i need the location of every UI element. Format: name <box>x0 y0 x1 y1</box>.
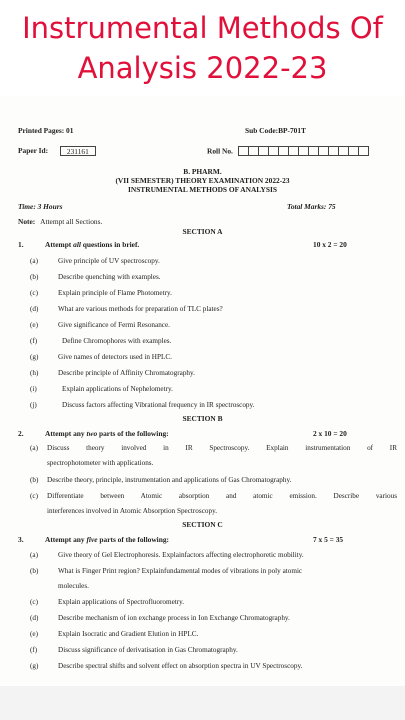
q1-item-label: (d) <box>30 305 39 313</box>
q2-item-label: (c) <box>30 492 38 500</box>
q1-item-label: (f) <box>30 337 38 345</box>
q1-item-text: Explain applications of Nephelometry. <box>62 385 173 393</box>
q1-item-label: (a) <box>30 257 38 265</box>
question-1-instruction: Attempt all questions in brief. <box>45 240 140 249</box>
q3-item-label: (f) <box>30 646 38 654</box>
exam-paper <box>0 96 405 686</box>
q2-item-text-line1: Discuss theory involved in IR Spectroscopy. Explain instrumentation of IR <box>47 444 397 452</box>
q1-item-text: Give names of detectors used in HPLC. <box>58 353 172 361</box>
exam-total-marks: Total Marks: 75 <box>287 202 336 211</box>
q3-item-text: Describe mechanism of ion exchange process in Ion Exchange Chromatography. <box>58 614 290 622</box>
q1-item-label: (b) <box>30 273 39 281</box>
sub-code: Sub Code:BP-701T <box>245 126 306 135</box>
exam-note <box>18 217 102 226</box>
q3-item-label: (g) <box>30 662 39 670</box>
roll-no <box>207 146 369 158</box>
q1-item-label: (g) <box>30 353 39 361</box>
roll-no-label: Roll No. <box>207 146 233 156</box>
q1-item-label: (i) <box>30 385 37 393</box>
q2-item-label: (a) <box>30 444 38 452</box>
q3-item-text-line2: molecules. <box>58 582 89 590</box>
q3-item-text: What is Finger Print region? Explainfundamental modes of vibrations in poly atomic <box>58 567 303 575</box>
q1-item-label: (e) <box>30 321 38 329</box>
q3-item-label: (b) <box>30 567 39 575</box>
question-2-number: 2. <box>18 429 24 438</box>
exam-subject: INSTRUMENTAL METHODS OF ANALYSIS <box>127 185 277 194</box>
q3-item-text: Explain Isocratic and Gradient Elution in HPLC. <box>58 630 199 638</box>
q1-item-text: Discuss factors affecting Vibrational frequency in IR spectroscopy. <box>62 401 255 409</box>
q3-item-label: (d) <box>30 614 39 622</box>
section-a-title: SECTION A <box>182 227 223 236</box>
banner-title <box>0 0 405 96</box>
q3-item-label: (c) <box>30 598 38 606</box>
note-text: Attempt all Sections. <box>40 217 103 226</box>
question-2-marks: 2 x 10 = 20 <box>313 429 347 438</box>
q3-item-text: Discuss significance of derivatisation in Gas Chromatography. <box>58 646 238 654</box>
question-3-number: 3. <box>18 535 24 544</box>
paper-id-label: Paper Id: <box>18 146 49 155</box>
q3-item-label: (e) <box>30 630 38 638</box>
q2-item-text-line2: interferences involved in Atomic Absorption Spectroscopy. <box>47 507 217 515</box>
bottom-margin <box>0 686 405 720</box>
section-b-title: SECTION B <box>182 414 223 423</box>
q3-item-label: (a) <box>30 551 38 559</box>
q1-item-text: Explain principle of Flame Photometry. <box>58 289 172 297</box>
q1-item-label: (j) <box>30 401 37 409</box>
q1-item-label: (h) <box>30 369 39 377</box>
question-3-marks: 7 x 5 = 35 <box>313 535 344 544</box>
exam-program: B. PHARM. <box>183 167 222 176</box>
q3-item-text: Describe spectral shifts and solvent effect on absorption spectra in UV Spectroscopy. <box>58 662 303 670</box>
roll-no-boxes <box>239 146 369 158</box>
q1-item-text: Give significance of Fermi Resonance. <box>58 321 170 329</box>
exam-semester: (VII SEMESTER) THEORY EXAMINATION 2022-23 <box>115 176 290 185</box>
paper-id-value: 231161 <box>60 146 96 156</box>
question-1-marks: 10 x 2 = 20 <box>313 240 347 249</box>
q2-item-text-line2: spectrophotometer with applications. <box>47 459 154 467</box>
q2-item-label: (b) <box>30 476 39 484</box>
q1-item-text: What are various methods for preparation of TLC plates? <box>58 305 223 313</box>
section-c-title: SECTION C <box>182 520 223 529</box>
q1-item-text: Define Chromophores with examples. <box>62 337 172 345</box>
exam-time: Time: 3 Hours <box>18 202 63 211</box>
q1-item-text: Describe principle of Affinity Chromatography. <box>58 369 195 377</box>
q3-item-text: Give theory of Gel Electrophoresis. Explainfactors affecting electrophoretic mobility. <box>58 551 304 559</box>
q3-item-text: Explain applications of Spectrofluorometry. <box>58 598 185 606</box>
q1-item-label: (c) <box>30 289 38 297</box>
paper-id <box>18 146 96 156</box>
banner-title-line-1: Instrumental Methods Of <box>22 11 383 45</box>
q2-item-text-line1: Differentiate between Atomic absorption and atomic emission. Describe various <box>47 492 397 500</box>
printed-pages: Printed Pages: 01 <box>18 126 74 135</box>
question-2-instruction: Attempt any two parts of the following: <box>45 429 169 438</box>
q2-item-text-line1: Describe theory, principle, instrumentation and applications of Gas Chromatography. <box>47 476 292 484</box>
banner-title-line-2: Analysis 2022-23 <box>77 51 328 85</box>
question-1-number: 1. <box>18 240 24 249</box>
q1-item-text: Describe quenching with examples. <box>58 273 161 281</box>
question-3-instruction: Attempt any five parts of the following: <box>45 535 169 544</box>
q1-item-text: Give principle of UV spectroscopy. <box>58 257 160 265</box>
note-label: Note: <box>18 217 36 226</box>
